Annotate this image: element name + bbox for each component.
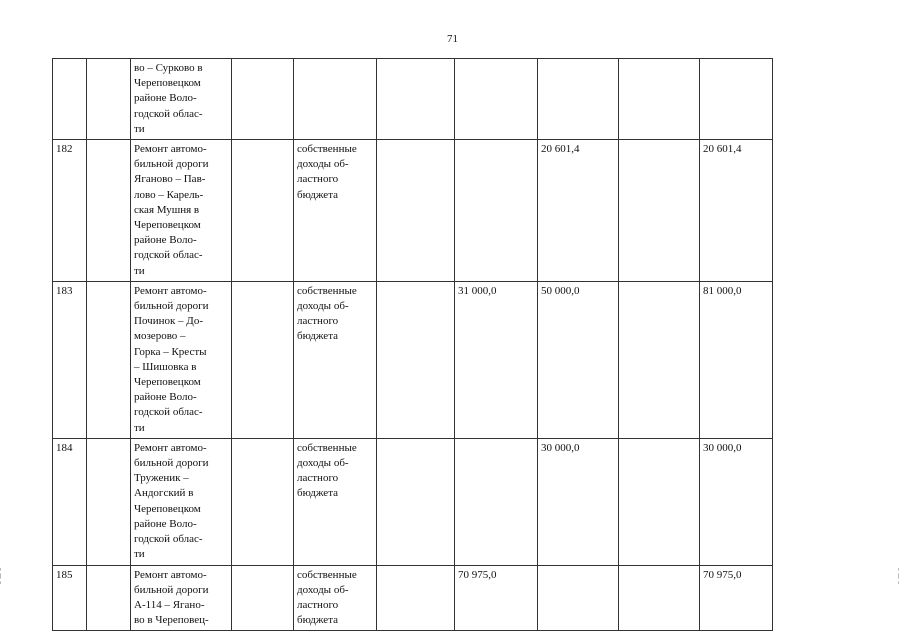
blank-cell — [232, 140, 294, 282]
cell-text-line: ластного — [297, 173, 339, 186]
cell-text-line: Череповецком — [134, 502, 201, 515]
cell-text-line: годской облас- — [134, 406, 203, 419]
cell-text: 70 975,0 — [703, 568, 742, 581]
cell-text-line: собственные — [297, 284, 357, 297]
cell-text-line: районе Воло- — [134, 92, 197, 105]
table-row — [53, 438, 855, 565]
cell-text-line: бюджета — [297, 614, 339, 627]
cell-text: 30 000,0 — [541, 441, 580, 454]
cell-text: 31 000,0 — [458, 284, 497, 297]
funding-source-cell — [294, 59, 377, 140]
blank-cell — [232, 565, 294, 631]
cell-text: 184 — [56, 441, 73, 454]
page-number: 71 — [447, 33, 458, 45]
row-number-cell — [53, 565, 87, 631]
cell-text-line: Ремонт автомо- — [134, 568, 207, 581]
cell-text-line: бильной дороги — [134, 158, 209, 171]
amount-cell-2 — [455, 140, 538, 282]
amount-cell-4 — [619, 565, 700, 631]
amount-cell-1 — [377, 59, 455, 140]
row-number-cell — [53, 140, 87, 282]
cell-text-line: доходы об- — [297, 583, 349, 596]
cell-text: 20 601,4 — [703, 143, 742, 156]
cell-text-line: Череповецком — [134, 219, 201, 232]
cell-text-line: ти — [134, 548, 145, 561]
row-number-cell — [53, 281, 87, 438]
funding-source-cell — [294, 565, 377, 631]
row-number-cell — [53, 438, 87, 565]
cell-text-line: Андогский в — [134, 487, 194, 500]
scan-edge-mark: ¦ ¦ — [0, 567, 2, 584]
cell-text-line: мозерово – — [134, 330, 186, 343]
amount-cell-3 — [538, 140, 619, 282]
cell-text: 183 — [56, 284, 73, 297]
amount-cell-2 — [455, 438, 538, 565]
blank-cell — [232, 438, 294, 565]
cell-text-line: бильной дороги — [134, 300, 209, 313]
blank-cell — [87, 140, 131, 282]
blank-cell — [87, 438, 131, 565]
amount-cell-2 — [455, 565, 538, 631]
cell-text-line: во в Череповец- — [134, 614, 209, 627]
funding-source-cell — [294, 438, 377, 565]
amount-cell-5 — [700, 140, 773, 282]
cell-text-line: ти — [134, 122, 145, 135]
cell-text-line: районе Воло- — [134, 391, 197, 404]
cell-text-line: ластного — [297, 598, 339, 611]
cell-text: 70 975,0 — [458, 568, 497, 581]
amount-cell-3 — [538, 565, 619, 631]
amount-cell-1 — [377, 281, 455, 438]
cell-text-line: – Шишовка в — [134, 360, 197, 373]
cell-text: 30 000,0 — [703, 441, 742, 454]
cell-text-line: А-114 – Ягано- — [134, 598, 205, 611]
cell-text-line: ти — [134, 264, 145, 277]
cell-text-line: во – Сурково в — [134, 62, 203, 74]
cell-text-line: Ремонт автомо- — [134, 441, 207, 454]
cell-text-line: районе Воло- — [134, 517, 197, 530]
object-name-cell — [131, 438, 232, 565]
cell-text-line: собственные — [297, 568, 357, 581]
cell-text-line: Починок – До- — [134, 315, 203, 328]
row-number-cell — [53, 59, 87, 140]
scan-edge-mark: ¦ ¦ — [898, 567, 900, 584]
cell-text-line: ская Мушня в — [134, 203, 200, 216]
cell-text: 185 — [56, 568, 73, 581]
cell-text-line: ластного — [297, 472, 339, 485]
cell-text-line: районе Воло- — [134, 234, 197, 247]
cell-text-line: Труженик – — [134, 472, 189, 485]
cell-text-line: доходы об- — [297, 457, 349, 470]
cell-text-line: бюджета — [297, 330, 339, 343]
table-row — [53, 281, 855, 438]
amount-cell-5 — [700, 438, 773, 565]
blank-cell — [232, 281, 294, 438]
amount-cell-4 — [619, 59, 700, 140]
amount-cell-1 — [377, 438, 455, 565]
object-name-cell — [131, 281, 232, 438]
amount-cell-4 — [619, 281, 700, 438]
cell-text-line: доходы об- — [297, 300, 349, 313]
budget-table — [52, 58, 855, 631]
funding-source-cell — [294, 140, 377, 282]
cell-text-line: лово – Карель- — [134, 188, 204, 201]
amount-cell-2 — [455, 281, 538, 438]
blank-cell — [87, 565, 131, 631]
cell-text-line: годской облас- — [134, 533, 203, 546]
cell-text: 81 000,0 — [703, 284, 742, 297]
cell-text-line: годской облас- — [134, 107, 203, 120]
amount-cell-5 — [700, 59, 773, 140]
blank-cell — [232, 59, 294, 140]
cell-text-line: бюджета — [297, 487, 339, 500]
cell-text-line: Ремонт автомо- — [134, 284, 207, 297]
cell-text: 182 — [56, 143, 73, 156]
blank-cell — [87, 281, 131, 438]
amount-cell-4 — [619, 140, 700, 282]
cell-text-line: ти — [134, 421, 145, 434]
cell-text-line: бильной дороги — [134, 457, 209, 470]
cell-text: 50 000,0 — [541, 284, 580, 297]
table-row — [53, 565, 855, 631]
amount-cell-1 — [377, 565, 455, 631]
funding-source-cell — [294, 281, 377, 438]
table-row — [53, 140, 855, 282]
object-name-cell — [131, 140, 232, 282]
object-name-cell — [131, 565, 232, 631]
amount-cell-4 — [619, 438, 700, 565]
cell-text-line: Ремонт автомо- — [134, 143, 207, 156]
blank-cell — [87, 59, 131, 140]
cell-text-line: годской облас- — [134, 249, 203, 262]
cell-text-line: ластного — [297, 315, 339, 328]
cell-text-line: бильной дороги — [134, 583, 209, 596]
table-row — [53, 59, 855, 140]
cell-text-line: Горка – Кресты — [134, 345, 207, 358]
cell-text-line: собственные — [297, 441, 357, 454]
amount-cell-2 — [455, 59, 538, 140]
object-name-cell — [131, 59, 232, 140]
amount-cell-3 — [538, 438, 619, 565]
amount-cell-3 — [538, 59, 619, 140]
cell-text-line: собственные — [297, 143, 357, 156]
cell-text: 20 601,4 — [541, 143, 580, 156]
amount-cell-5 — [700, 565, 773, 631]
cell-text-line: Череповецком — [134, 77, 201, 90]
cell-text-line: Яганово – Пав- — [134, 173, 206, 186]
amount-cell-3 — [538, 281, 619, 438]
cell-text-line: Череповецком — [134, 376, 201, 389]
cell-text-line: доходы об- — [297, 158, 349, 171]
amount-cell-1 — [377, 140, 455, 282]
cell-text-line: бюджета — [297, 188, 339, 201]
amount-cell-5 — [700, 281, 773, 438]
